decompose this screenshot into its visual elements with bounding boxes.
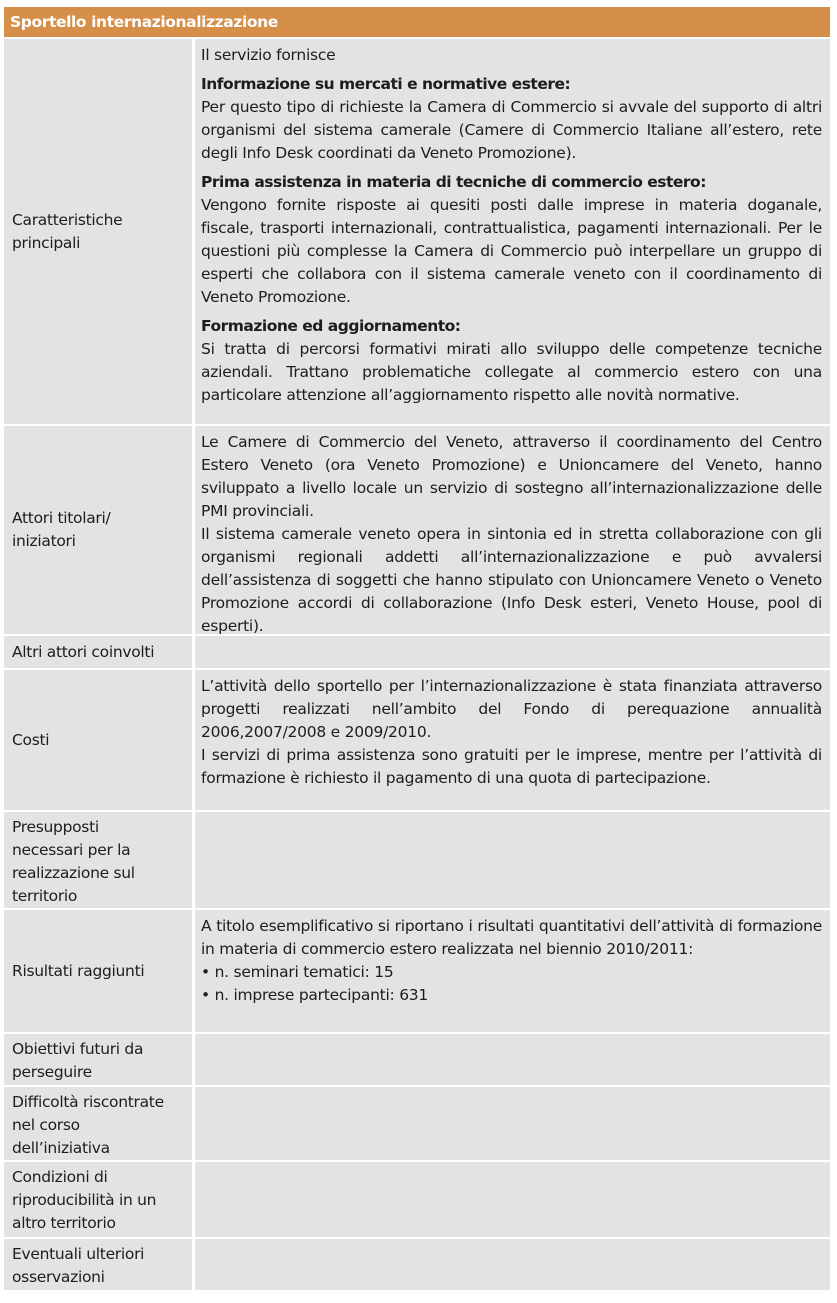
section-text: Per questo tipo di richieste la Camera di Commercio si avvale del supporto di altri organismi del sistema camerale (Camere di Commercio Italiane all’estero, rete degli Info Desk coordinati da Veneto Promozione). (201, 98, 822, 162)
paragraph: L’attività dello sportello per l’internazionalizzazione è stata finanziata attraverso progetti realizzati nell’ambito del Fondo di perequazione annualità 2006,2007/2008 e 2009/2010. (201, 677, 822, 741)
row-content (195, 670, 830, 810)
row-label: Costi (4, 670, 192, 810)
table-row-attori-titolari (4, 426, 830, 634)
row-label: Condizioni di riproducibilità in un altro territorio (4, 1162, 192, 1237)
row-content (195, 1162, 830, 1237)
row-label: Caratteristiche principali (4, 39, 192, 424)
row-content (195, 39, 830, 424)
table-row-costi (4, 670, 830, 810)
section-text: Vengono fornite risposte ai quesiti posti dalle imprese in materia doganale, fiscale, trasporti internazionali, contrattualistica, pagamenti internazionali. Per le questioni più complesse la Camera di Commercio può interpellare un gruppo di esperti che collabora con il sistema camerale veneto con il coordinamento di Veneto Promozione. (201, 196, 822, 306)
row-label: Attori titolari/ iniziatori (4, 426, 192, 634)
row-label: Eventuali ulteriori osservazioni (4, 1239, 192, 1290)
bullet-item: • n. seminari tematici: 15 (201, 963, 394, 981)
table-row-caratteristiche (4, 39, 830, 424)
row-content (195, 910, 830, 1032)
row-content (195, 426, 830, 634)
section-heading: Informazione su mercati e normative estere: (201, 75, 571, 93)
table-title: Sportello internazionalizzazione (4, 7, 830, 37)
row-content (195, 636, 830, 668)
paragraph: Il sistema camerale veneto opera in sintonia ed in stretta collaborazione con gli organismi regionali addetti all’internazionalizzazione e può avvalersi dell’assistenza di soggetti che hanno stipulato con Unioncamere Veneto o Veneto Promozione accordi di collaborazione (Info Desk esteri, Veneto House, pool di esperti). (201, 525, 822, 635)
table-row-altri-attori (4, 636, 830, 668)
table-row-presupposti (4, 812, 830, 908)
bullet-item: • n. imprese partecipanti: 631 (201, 986, 429, 1004)
section-heading: Formazione ed aggiornamento: (201, 317, 461, 335)
row-label: Risultati raggiunti (4, 910, 192, 1032)
paragraph: A titolo esemplificativo si riportano i risultati quantitativi dell’attività di formazione in materia di commercio estero realizzata nel biennio 2010/2011: (201, 917, 822, 958)
table-row-obiettivi (4, 1034, 830, 1085)
row-content (195, 1239, 830, 1290)
row-label: Difficoltà riscontrate nel corso dell’iniziativa (4, 1087, 192, 1160)
row-label: Presupposti necessari per la realizzazione sul territorio (4, 812, 192, 908)
paragraph: Le Camere di Commercio del Veneto, attraverso il coordinamento del Centro Estero Veneto (ora Veneto Promozione) e Unioncamere del Veneto, hanno sviluppato a livello locale un servizio di sostegno all’internazionalizzazione delle PMI provinciali. (201, 433, 822, 520)
row-content (195, 1034, 830, 1085)
intro-text: Il servizio fornisce (201, 46, 336, 64)
table-row-difficolta (4, 1087, 830, 1160)
row-label: Obiettivi futuri da perseguire (4, 1034, 192, 1085)
row-content (195, 1087, 830, 1160)
info-table (4, 7, 830, 1292)
table-row-osservazioni (4, 1239, 830, 1290)
row-content (195, 812, 830, 908)
paragraph: I servizi di prima assistenza sono gratuiti per le imprese, mentre per l’attività di formazione è richiesto il pagamento di una quota di partecipazione. (201, 746, 822, 787)
row-label: Altri attori coinvolti (4, 636, 192, 668)
section-text: Si tratta di percorsi formativi mirati allo sviluppo delle competenze tecniche aziendali. Trattano problematiche collegate al commercio estero con una particolare attenzione all’aggiornamento rispetto alle novità normative. (201, 340, 822, 404)
table-row-risultati (4, 910, 830, 1032)
section-heading: Prima assistenza in materia di tecniche di commercio estero: (201, 173, 706, 191)
table-row-condizioni (4, 1162, 830, 1237)
